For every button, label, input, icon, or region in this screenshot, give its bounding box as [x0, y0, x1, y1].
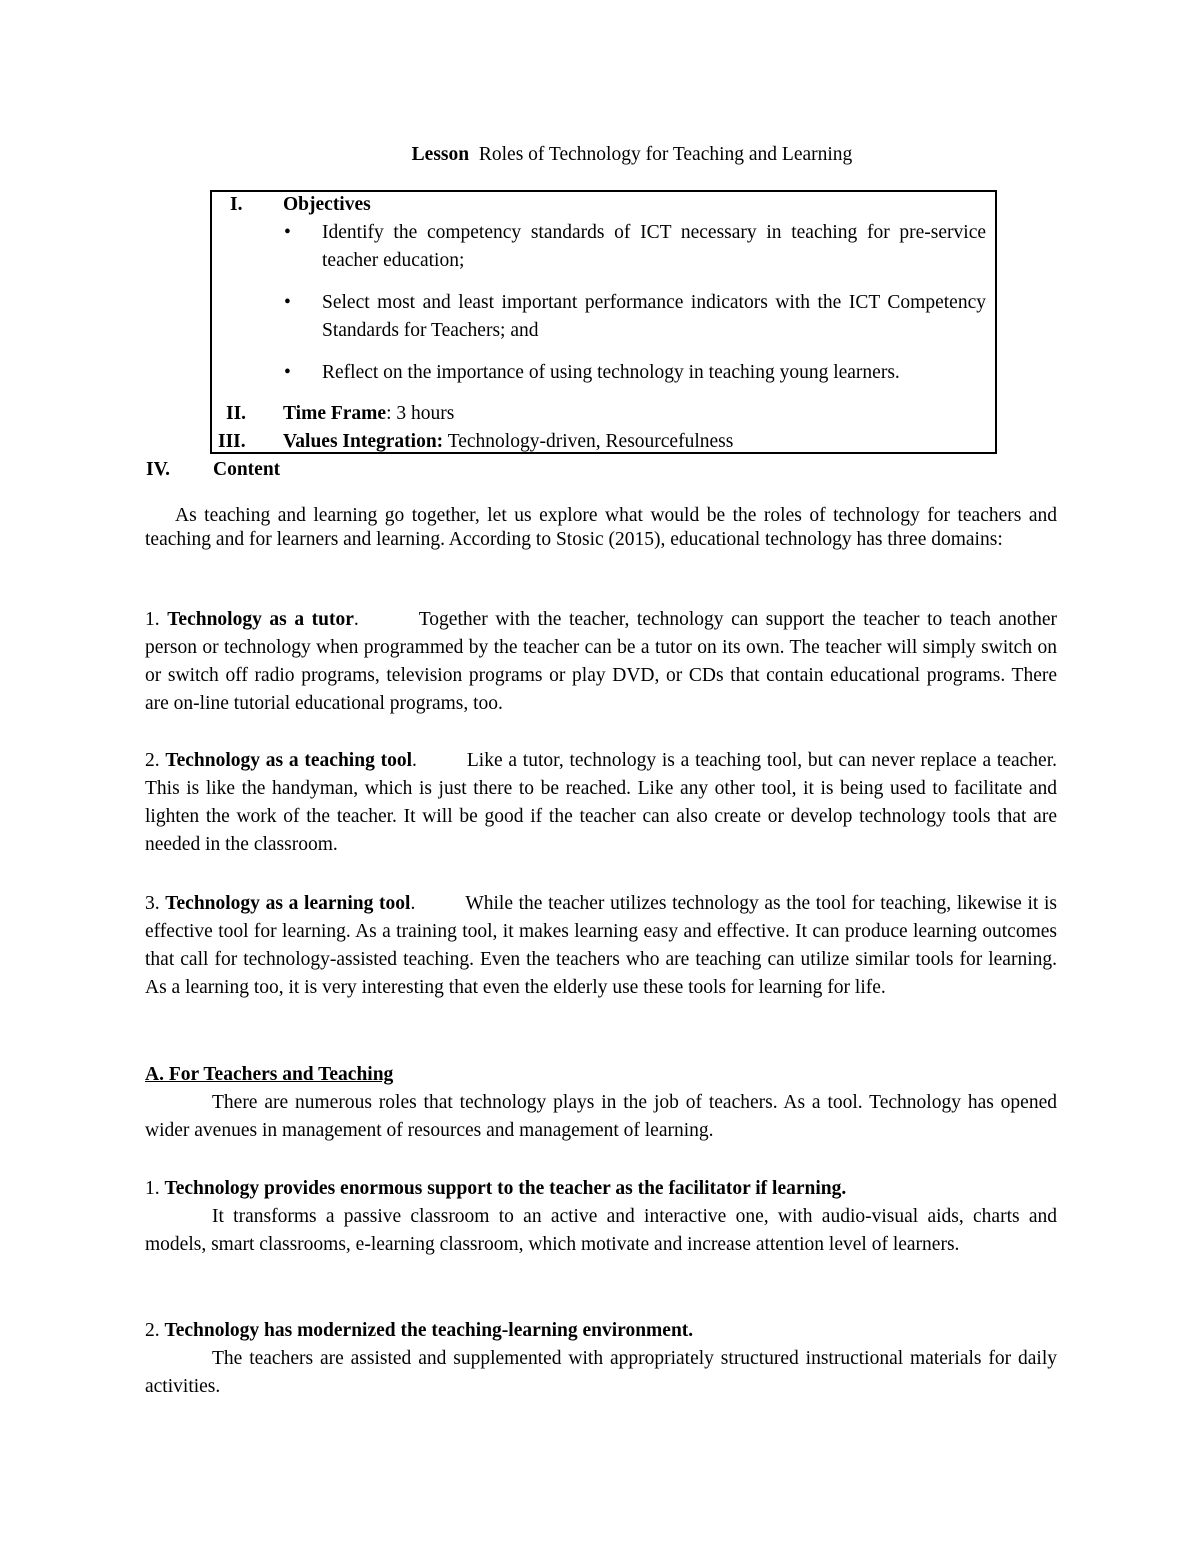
objectives-numeral: I.	[230, 194, 243, 215]
domain-text: Like a tutor, technology is a teaching tool, but can never replace a teacher. This is like the handyman, which is just there to be reached. Like any other tool, it is being used to facilitate and lighten the work of the teacher. It will be good if the teacher can also create or develop technology tools that are needed in the classroom.	[145, 750, 1057, 855]
objectives-heading: Objectives	[283, 194, 371, 215]
values-numeral: III.	[218, 431, 246, 452]
domain-number: 3.	[145, 893, 166, 914]
item-heading	[145, 1317, 1057, 1345]
objective-item	[284, 219, 986, 275]
section-a-item-1	[145, 1175, 1057, 1259]
values-line	[283, 428, 733, 456]
domain-3	[145, 890, 1057, 1002]
objective-item	[284, 359, 986, 387]
domain-number: 1.	[145, 609, 168, 630]
section-a-item-2	[145, 1317, 1057, 1401]
lesson-title-text: Roles of Technology for Teaching and Learning	[478, 144, 853, 165]
domain-text: While the teacher utilizes technology as the tool for teaching, likewise it is effective tool for learning. As a training tool, it makes learning easy and effective. It can produce learning outcomes that call for technology-assisted teaching. Even the teachers who are teaching can utilize similar tools for learning. As a learning too, it is very interesting that even the elderly use these tools for learning for life.	[145, 893, 1057, 998]
domain-2	[145, 747, 1057, 859]
bullet-icon: •	[284, 362, 291, 383]
domain-number: 2.	[145, 750, 166, 771]
objective-item	[284, 289, 986, 345]
time-frame-label: Time Frame	[283, 403, 387, 424]
bullet-icon: •	[284, 292, 291, 313]
content-heading: Content	[213, 459, 281, 480]
values-label: Values Integration:	[283, 431, 444, 452]
domain-title: Technology as a learning tool	[165, 893, 411, 914]
values-value: Technology-driven, Resourcefulness	[443, 431, 734, 452]
item-number: 2.	[145, 1320, 165, 1341]
domain-paragraph: 1. Technology as a tutor. Together with the teacher, technology can support the teacher to teach another person or technology when programmed by the teacher can be a tutor on its own. The teacher will simply switch on or switch off radio programs, television programs or play DVD, or CDs that contain educational programs. There are on-line tutorial educational programs, too.	[145, 609, 1057, 714]
domain-text: Together with the teacher, technology can support the teacher to teach another person or technology when programmed by the teacher can be a tutor on its own. The teacher will simply switch on or switch off radio programs, television programs or play DVD, or CDs that contain educational programs. There are on-line tutorial educational programs, too.	[145, 609, 1057, 714]
lesson-title	[0, 141, 1200, 169]
domain-paragraph: 2. Technology as a teaching tool. Like a tutor, technology is a teaching tool, but can never replace a teacher. This is like the handyman, which is just there to be reached. Like any other tool, it is being used to facilitate and lighten the work of the teacher. It will be good if the teacher can also create or develop technology tools that are needed in the classroom.	[145, 750, 1057, 855]
content-numeral: IV.	[146, 459, 171, 480]
objective-text: Identify the competency standards of ICT necessary in teaching for pre-service teacher education;	[322, 222, 986, 271]
time-frame-line	[283, 400, 454, 428]
section-a-intro: There are numerous roles that technology plays in the job of teachers. As a tool. Technology has opened wider avenues in management of resources and management of learning.	[145, 1092, 1057, 1141]
bullet-icon: •	[284, 222, 291, 243]
item-text: It transforms a passive classroom to an active and interactive one, with audio-visual aids, charts and models, smart classrooms, e-learning classroom, which motivate and increase attention level of learners.	[145, 1206, 1057, 1255]
domain-1	[145, 606, 1057, 718]
time-frame-value: : 3 hours	[386, 403, 455, 424]
time-frame-numeral: II.	[226, 403, 247, 424]
intro-paragraph: As teaching and learning go together, let us explore what would be the roles of technology for teachers and teaching and for learners and learning. According to Stosic (2015), educational technology has three domains:	[145, 505, 1057, 550]
section-a	[145, 1061, 1057, 1145]
item-title: Technology has modernized the teaching-learning environment.	[164, 1320, 694, 1341]
objective-text: Reflect on the importance of using technology in teaching young learners.	[322, 362, 900, 383]
objective-text: Select most and least important performance indicators with the ICT Competency Standards for Teachers; and	[322, 292, 986, 341]
section-a-heading: A. For Teachers and Teaching	[145, 1064, 394, 1085]
item-text: The teachers are assisted and supplemented with appropriately structured instructional materials for daily activities.	[145, 1348, 1057, 1397]
item-heading	[145, 1175, 1057, 1203]
objectives-list	[284, 219, 986, 387]
domain-paragraph: 3. Technology as a learning tool. While the teacher utilizes technology as the tool for teaching, likewise it is effective tool for learning. As a training tool, it makes learning easy and effective. It can produce learning outcomes that call for technology-assisted teaching. Even the teachers who are teaching can utilize similar tools for learning. As a learning too, it is very interesting that even the elderly use these tools for learning for life.	[145, 893, 1057, 998]
lesson-label: Lesson	[411, 144, 470, 165]
domain-title: Technology as a tutor	[167, 609, 354, 630]
item-title: Technology provides enormous support to the teacher as the facilitator if learning.	[164, 1178, 847, 1199]
domain-title: Technology as a teaching tool	[165, 750, 412, 771]
item-number: 1.	[145, 1178, 165, 1199]
content-intro	[145, 504, 1057, 552]
